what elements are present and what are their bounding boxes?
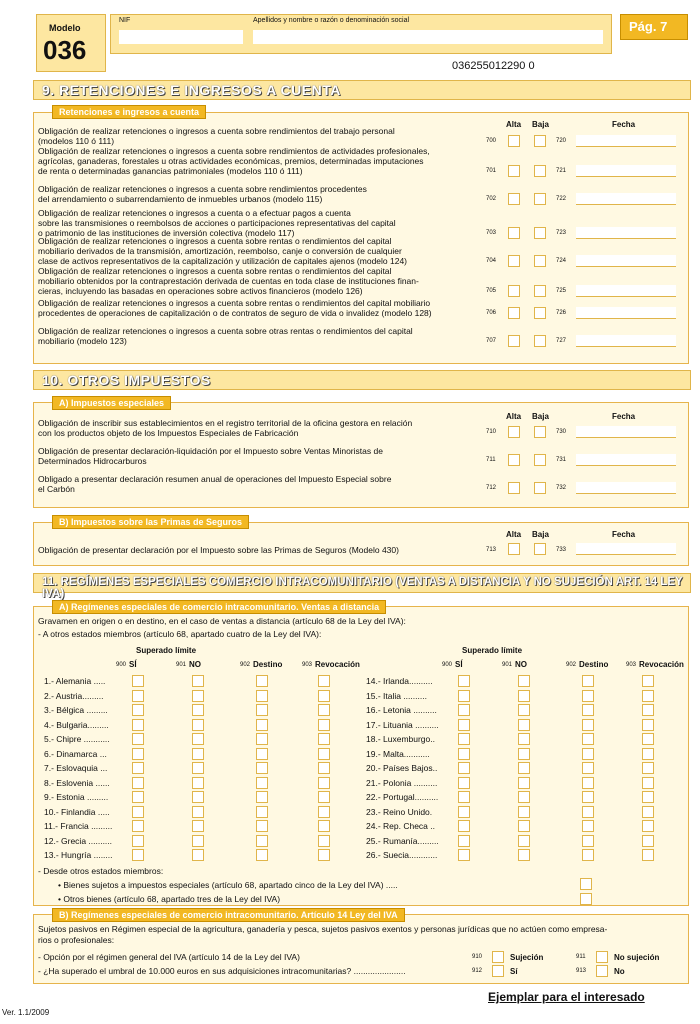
sec9-row-2-line-1: Obligación de realizar retenciones o ingresos a cuenta sobre rendimientos procedentes — [38, 184, 367, 194]
sec11-right-col-3-label: Revocación — [639, 660, 684, 669]
sec11-left-country-8-col-0-checkbox[interactable] — [132, 791, 144, 803]
sec11-right-country-12-col-3-checkbox[interactable] — [642, 849, 654, 861]
sec11-right-country-2-col-3-checkbox[interactable] — [642, 704, 654, 716]
sec11-right-country-12-col-0-checkbox[interactable] — [458, 849, 470, 861]
sec11-left-country-5-col-2-checkbox[interactable] — [256, 748, 268, 760]
sec10a-row-0-baja-checkbox[interactable] — [534, 426, 546, 438]
sec11-left-country-12: 13.- Hungría ........ — [44, 850, 113, 860]
sec11b-intro-1: Sujetos pasivos en Régimen especial de la agricultura, ganadería y pesca, sujetos pasivos exentos y personas jurídicas que no actúen como empresa- — [38, 924, 608, 934]
sec11-right-country-2-col-1-checkbox[interactable] — [518, 704, 530, 716]
sec9-row-6-line-1: Obligación de realizar retenciones o ingresos a cuenta sobre rentas o rendimientos del capital mobiliario — [38, 298, 431, 308]
sec9-row-7-baja-checkbox[interactable] — [534, 335, 546, 347]
modelo-label: Modelo — [49, 23, 81, 33]
sec11-right-country-10-col-2-checkbox[interactable] — [582, 820, 594, 832]
sec11-right-country-3-col-3-checkbox[interactable] — [642, 719, 654, 731]
sec11-right-country-9-col-2-checkbox[interactable] — [582, 806, 594, 818]
sec11-right-country-1-col-1-checkbox[interactable] — [518, 690, 530, 702]
sec11-right-country-4-col-3-checkbox[interactable] — [642, 733, 654, 745]
sec11-right-country-5-col-1-checkbox[interactable] — [518, 748, 530, 760]
sec10a-row-1-baja-checkbox[interactable] — [534, 454, 546, 466]
sec11-left-col-2-label: Destino — [253, 660, 283, 669]
sec9-row-1-code-alta: 701 — [486, 168, 497, 174]
sec11-left-country-9-col-0-checkbox[interactable] — [132, 806, 144, 818]
nif-label: NIF — [119, 17, 131, 24]
sec11-left-country-9: 10.- Finlandia ..... — [44, 806, 110, 817]
sec11-left-country-2-col-0-checkbox[interactable] — [132, 704, 144, 716]
sec9-row-7-line-1: Obligación de realizar retenciones o ingresos a cuenta sobre otras rentas o rendimientos del capital — [38, 326, 413, 336]
sec10a-row-1-code-alta: 711 — [486, 457, 496, 463]
sec11-left-country-12-col-2-checkbox[interactable] — [256, 849, 268, 861]
sec11-right-country-7-col-0-checkbox[interactable] — [458, 777, 470, 789]
section-10a-tag: A) Impuestos especiales — [52, 396, 171, 410]
sec11-left-col-1-code: 901 — [176, 662, 187, 668]
section-10b-tag: B) Impuestos sobre las Primas de Seguros — [52, 515, 249, 529]
sec9-row-2-code-alta: 702 — [486, 196, 497, 202]
sec9-row-3-baja-checkbox[interactable] — [534, 227, 546, 239]
sec11-left-country-12-col-3-checkbox[interactable] — [318, 849, 330, 861]
sec11b-option-2: - ¿Ha superado el umbral de 10.000 euros en sus adquisiciones intracomunitarias? ...................... — [38, 966, 406, 976]
sec9-row-3-line-3: o patrimonio de las instituciones de inversión colectiva (modelo 117) — [38, 228, 295, 238]
sec11-left-country-5-col-1-checkbox[interactable] — [192, 748, 204, 760]
sec11-left-country-6: 7.- Eslovaquia ... — [44, 763, 108, 773]
sec11-left-country-5-col-0-checkbox[interactable] — [132, 748, 144, 760]
sec9-row-4-code-baja: 724 — [556, 258, 567, 264]
sec9-row-0-baja-checkbox[interactable] — [534, 135, 546, 147]
sec11-left-country-8-col-2-checkbox[interactable] — [256, 791, 268, 803]
sec11-left-country-1-col-2-checkbox[interactable] — [256, 690, 268, 702]
sec11-left-country-8-col-1-checkbox[interactable] — [192, 791, 204, 803]
sec11-right-country-6-col-0-checkbox[interactable] — [458, 762, 470, 774]
sec9-alta-header: Alta — [506, 120, 522, 129]
sec9-row-0-code-baja: 720 — [556, 138, 567, 144]
sec11-right-country-9-col-3-checkbox[interactable] — [642, 806, 654, 818]
sec11a-left-superado-header: Superado límite — [136, 646, 197, 655]
sec11-right-country-4-col-1-checkbox[interactable] — [518, 733, 530, 745]
sec9-row-4-baja-checkbox[interactable] — [534, 255, 546, 267]
sec11-left-country-4-col-1-checkbox[interactable] — [192, 733, 204, 745]
sec9-row-0-date-field[interactable] — [576, 135, 676, 147]
sec11-left-country-1-col-0-checkbox[interactable] — [132, 690, 144, 702]
sec9-row-4-date-field[interactable] — [576, 255, 676, 267]
nif-field[interactable] — [119, 30, 243, 44]
sec11-left-country-0-col-0-checkbox[interactable] — [132, 675, 144, 687]
sec10a-row-0-date-field[interactable] — [576, 426, 676, 438]
sec11-right-country-7-col-1-checkbox[interactable] — [518, 777, 530, 789]
sec11-left-country-1-col-3-checkbox[interactable] — [318, 690, 330, 702]
sec11a-intro-1: Gravamen en origen o en destino, en el caso de ventas a distancia (artículo 68 de la Ley del IVA): — [38, 616, 406, 626]
sec10a-row-2-line-2: el Carbón — [38, 484, 75, 494]
sec11-left-country-11-col-1-checkbox[interactable] — [192, 835, 204, 847]
sec10b-alta-header: Alta — [506, 530, 522, 539]
sec9-row-4-line-2: mobiliario derivados de la transmisión, amortización, reembolso, canje o conversión de cualquier — [38, 246, 402, 256]
sec11a-bullet-1: • Bienes sujetos a impuestos especiales (artículo 68, apartado cinco de la Ley del IVA) ..... — [58, 880, 398, 890]
sec10a-alta-header: Alta — [506, 412, 522, 421]
sec11-right-country-11-col-3-checkbox[interactable] — [642, 835, 654, 847]
sec10a-fecha-header: Fecha — [612, 412, 636, 421]
sec9-row-0-alta-checkbox[interactable] — [508, 135, 520, 147]
sec10a-row-2-baja-checkbox[interactable] — [534, 482, 546, 494]
sec11-right-country-9-col-0-checkbox[interactable] — [458, 806, 470, 818]
sec10a-row-1-line-2: Determinados Hidrocarburos — [38, 456, 147, 466]
sec11-left-country-7: 8.- Eslovenia ...... — [44, 777, 110, 788]
sec11-right-country-2-col-0-checkbox[interactable] — [458, 704, 470, 716]
sec9-row-2-code-baja: 722 — [556, 196, 567, 202]
sec10a-row-1-line-1: Obligación de presentar declaración-liquidación por el Impuesto sobre Ventas Minoristas de — [38, 446, 383, 456]
sec11-right-country-0: 14.- Irlanda.......... — [366, 676, 433, 686]
sec11-left-country-2-col-2-checkbox[interactable] — [256, 704, 268, 716]
sec9-row-4-alta-checkbox[interactable] — [508, 255, 520, 267]
sec9-row-7-date-field[interactable] — [576, 335, 676, 347]
sec11-left-country-6-col-1-checkbox[interactable] — [192, 762, 204, 774]
sec11-left-country-2-col-1-checkbox[interactable] — [192, 704, 204, 716]
sec11-left-country-11-col-2-checkbox[interactable] — [256, 835, 268, 847]
sec11-left-country-10-col-3-checkbox[interactable] — [318, 820, 330, 832]
sec11b-option-1: - Opción por el régimen general del IVA (artículo 14 de la Ley del IVA) — [38, 952, 300, 962]
sec10b-fecha-header: Fecha — [612, 530, 636, 539]
sec11b-sujecion-label: Sujeción — [510, 953, 544, 962]
sec9-row-0-line-1: Obligación de realizar retenciones o ingresos a cuenta sobre rendimientos del trabajo personal — [38, 126, 395, 136]
sec11-right-col-2-label: Destino — [579, 660, 609, 669]
sec11-right-country-8-col-0-checkbox[interactable] — [458, 791, 470, 803]
sec11-right-country-11-col-0-checkbox[interactable] — [458, 835, 470, 847]
sec10a-row-2-code-baja: 732 — [556, 485, 567, 491]
sec11-right-country-8-col-1-checkbox[interactable] — [518, 791, 530, 803]
sec11-left-country-2-col-3-checkbox[interactable] — [318, 704, 330, 716]
sec11-right-country-8: 22.- Portugal.......... — [366, 792, 439, 802]
sec10a-row-0-code-baja: 730 — [556, 429, 567, 435]
sec10a-row-0-line-1: Obligación de inscribir sus establecimientos en el registro territorial de la oficina gestora en relación — [38, 418, 413, 428]
sec10b-date-field[interactable] — [576, 543, 676, 555]
sec11-right-country-3: 17.- Lituania .......... — [366, 719, 439, 730]
sec9-row-1-date-field[interactable] — [576, 165, 676, 177]
sec11-left-country-0-col-2-checkbox[interactable] — [256, 675, 268, 687]
sec10a-row-1-code-baja: 731 — [556, 457, 567, 463]
sec11-right-country-10-col-0-checkbox[interactable] — [458, 820, 470, 832]
sec11-left-country-11-col-0-checkbox[interactable] — [132, 835, 144, 847]
sec11-right-country-5-col-3-checkbox[interactable] — [642, 748, 654, 760]
sec9-row-6-date-field[interactable] — [576, 307, 676, 319]
sec11-left-country-5-col-3-checkbox[interactable] — [318, 748, 330, 760]
barcode-number: 036255012290 0 — [452, 60, 535, 72]
sec11-left-country-5: 6.- Dinamarca ... — [44, 748, 107, 759]
sec11-right-country-0-col-3-checkbox[interactable] — [642, 675, 654, 687]
sec9-row-3-code-alta: 703 — [486, 230, 497, 236]
sec11-right-country-4-col-0-checkbox[interactable] — [458, 733, 470, 745]
page-number: Pág. 7 — [629, 19, 668, 34]
sec11-left-country-7-col-1-checkbox[interactable] — [192, 777, 204, 789]
sec11b-no-checkbox[interactable] — [596, 965, 608, 977]
sec9-row-6-line-2: procedentes de operaciones de capitalización o de contratos de seguro de vida o invalidez (modelo 128) — [38, 308, 432, 318]
sec11-right-country-3-col-1-checkbox[interactable] — [518, 719, 530, 731]
sec11-left-country-3: 4.- Bulgaria......... — [44, 719, 109, 730]
sec11a-bullet-2: • Otros bienes (artículo 68, apartado tres de la Ley del IVA) — [58, 894, 281, 904]
sec11-left-country-7-col-2-checkbox[interactable] — [256, 777, 268, 789]
sec9-row-7-code-baja: 727 — [556, 338, 567, 344]
sec10a-row-2-code-alta: 712 — [486, 485, 497, 491]
sec11-right-country-1-col-0-checkbox[interactable] — [458, 690, 470, 702]
sec11-left-country-0-col-3-checkbox[interactable] — [318, 675, 330, 687]
sec11-right-country-7-col-2-checkbox[interactable] — [582, 777, 594, 789]
sec11-right-col-2-code: 902 — [566, 662, 577, 668]
sec9-row-5-line-2: mobiliario obtenidos por la contraprestación derivada de cuentas en toda clase de instituciones finan- — [38, 276, 419, 286]
sec11-right-country-5-col-0-checkbox[interactable] — [458, 748, 470, 760]
sec11-left-country-9-col-2-checkbox[interactable] — [256, 806, 268, 818]
sec11-right-country-11-col-1-checkbox[interactable] — [518, 835, 530, 847]
sec9-row-5-baja-checkbox[interactable] — [534, 285, 546, 297]
sec11-left-country-0: 1.- Alemania ..... — [44, 676, 106, 686]
section-10-title: 10. OTROS IMPUESTOS — [42, 372, 211, 388]
modelo-box — [36, 14, 106, 72]
sec9-row-6-code-baja: 726 — [556, 310, 567, 316]
sec11-right-country-6: 20.- Países Bajos.. — [366, 763, 438, 773]
sec11-right-country-5: 19.- Malta........... — [366, 748, 430, 759]
sec9-row-5-line-3: cieras, incluyendo las basadas en operaciones sobre activos financieros (modelo 126) — [38, 286, 363, 296]
sec11b-sujecion-checkbox[interactable] — [492, 951, 504, 963]
sec11-left-country-6-col-0-checkbox[interactable] — [132, 762, 144, 774]
sec11-right-country-7-col-3-checkbox[interactable] — [642, 777, 654, 789]
sec11-right-country-12: 26.- Suecia............ — [366, 850, 438, 860]
page-badge — [620, 14, 688, 40]
sec11-right-col-1-code: 901 — [502, 662, 513, 668]
sec9-row-5-code-baja: 725 — [556, 288, 567, 294]
sec11-right-country-9-col-1-checkbox[interactable] — [518, 806, 530, 818]
sec11-right-country-12-col-2-checkbox[interactable] — [582, 849, 594, 861]
sec11-left-country-3-col-2-checkbox[interactable] — [256, 719, 268, 731]
sec11-right-country-6-col-2-checkbox[interactable] — [582, 762, 594, 774]
sec11-right-country-2: 16.- Letonia .......... — [366, 705, 437, 715]
sec11-right-country-3-col-0-checkbox[interactable] — [458, 719, 470, 731]
sec11-left-country-7-col-0-checkbox[interactable] — [132, 777, 144, 789]
sec11-left-country-7-col-3-checkbox[interactable] — [318, 777, 330, 789]
sec9-row-2-line-2: del arrendamiento o subarrendamiento de inmuebles urbanos (modelo 115) — [38, 194, 323, 204]
sec11-right-country-12-col-1-checkbox[interactable] — [518, 849, 530, 861]
section-11b-tag: B) Regímenes especiales de comercio intracomunitario. Artículo 14 Ley del IVA — [52, 908, 405, 922]
sec11-left-country-10-col-2-checkbox[interactable] — [256, 820, 268, 832]
sec9-row-6-alta-checkbox[interactable] — [508, 307, 520, 319]
sec11-left-country-11-col-3-checkbox[interactable] — [318, 835, 330, 847]
sec11-left-country-0-col-1-checkbox[interactable] — [192, 675, 204, 687]
sec11a-desde: - Desde otros estados miembros: — [38, 866, 164, 876]
sec10a-row-0-alta-checkbox[interactable] — [508, 426, 520, 438]
sec11-left-country-9-col-1-checkbox[interactable] — [192, 806, 204, 818]
sec9-row-5-line-1: Obligación de realizar retenciones o ingresos a cuenta sobre rentas o rendimientos del capital — [38, 266, 392, 276]
section-9-header — [33, 80, 691, 100]
sec9-row-5-code-alta: 705 — [486, 288, 497, 294]
sec9-row-4-line-3: clase de activos representativos de la capitalización y utilización de capitales ajenos (modelo 124) — [38, 256, 408, 266]
sec11-right-country-3-col-2-checkbox[interactable] — [582, 719, 594, 731]
nif-name-box — [110, 14, 612, 54]
sec11-left-country-10: 11.- Francia ......... — [44, 821, 113, 831]
sec9-fecha-header: Fecha — [612, 120, 636, 129]
sec10b-alta-checkbox[interactable] — [508, 543, 520, 555]
sec11-right-country-5-col-2-checkbox[interactable] — [582, 748, 594, 760]
sec11-left-country-6-col-3-checkbox[interactable] — [318, 762, 330, 774]
sec9-row-7-alta-checkbox[interactable] — [508, 335, 520, 347]
sec11-right-country-11: 25.- Rumanía......... — [366, 835, 439, 846]
sec11-right-country-10-col-3-checkbox[interactable] — [642, 820, 654, 832]
sec9-row-4-code-alta: 704 — [486, 258, 497, 264]
sec9-row-5-alta-checkbox[interactable] — [508, 285, 520, 297]
sec9-row-6-code-alta: 706 — [486, 310, 497, 316]
sec9-row-7-line-2: mobiliario (modelo 123) — [38, 336, 127, 346]
sec9-row-0-line-2: (modelos 110 ó 111) — [38, 136, 115, 146]
sec10b-baja-checkbox[interactable] — [534, 543, 546, 555]
sec11-left-country-2: 3.- Bélgica ......... — [44, 705, 108, 715]
sec11-left-country-3-col-3-checkbox[interactable] — [318, 719, 330, 731]
sec9-row-1-line-2: agrícolas, ganaderas, forestales u otras actividades económicas, premios, determinadas imputaciones — [38, 156, 424, 166]
sec11-left-col-2-code: 902 — [240, 662, 251, 668]
sec11-right-country-1: 15.- Italia .......... — [366, 690, 427, 701]
sec11-right-col-1-label: NO — [515, 660, 527, 669]
sec11-left-country-11: 12.- Grecia .......... — [44, 835, 113, 846]
section-9-title: 9. RETENCIONES E INGRESOS A CUENTA — [42, 82, 341, 98]
sec11b-intro-2: rios o profesionales: — [38, 935, 115, 945]
sec9-row-4-line-1: Obligación de realizar retenciones o ingresos a cuenta sobre rentas o rendimientos del capital — [38, 236, 392, 246]
sec11b-code-910: 910 — [472, 954, 483, 960]
name-field[interactable] — [253, 30, 603, 44]
sec11-right-country-4: 18.- Luxemburgo.. — [366, 734, 435, 744]
sec9-row-3-alta-checkbox[interactable] — [508, 227, 520, 239]
sec10a-row-0-code-alta: 710 — [486, 429, 497, 435]
sec11-left-col-3-label: Revocación — [315, 660, 360, 669]
sec11-right-country-0-col-0-checkbox[interactable] — [458, 675, 470, 687]
sec9-row-3-line-1: Obligación de realizar retenciones o ingresos a cuenta o a efectuar pagos a cuenta — [38, 208, 351, 218]
sec10b-row-text: Obligación de presentar declaración por el Impuesto sobre las Primas de Seguros (Modelo 430) — [38, 545, 399, 555]
sec9-row-2-alta-checkbox[interactable] — [508, 193, 520, 205]
section-11-header — [33, 573, 691, 600]
sec9-row-5-date-field[interactable] — [576, 285, 676, 297]
section-11-title: 11. REGÍMENES ESPECIALES COMERCIO INTRACOMUNITARIO (VENTAS A DISTANCIA Y NO SUJECIÓN ART. 14 LEY IVA) — [42, 576, 683, 600]
sec11-left-col-0-label: SÍ — [129, 660, 137, 669]
sec11-left-country-4: 5.- Chipre ........... — [44, 734, 110, 744]
sec11b-si-checkbox[interactable] — [492, 965, 504, 977]
sec10b-code-alta: 713 — [486, 547, 497, 553]
sec11-left-country-12-col-1-checkbox[interactable] — [192, 849, 204, 861]
sec11-left-country-4-col-0-checkbox[interactable] — [132, 733, 144, 745]
sec11-right-country-1-col-3-checkbox[interactable] — [642, 690, 654, 702]
sec11-left-country-1-col-1-checkbox[interactable] — [192, 690, 204, 702]
sec11b-no-label: No — [614, 967, 625, 976]
version-label: Ver. 1.1/2009 — [2, 1008, 50, 1017]
sec9-row-0-code-alta: 700 — [486, 138, 497, 144]
sec11-right-col-0-label: SÍ — [455, 660, 463, 669]
sec9-row-1-code-baja: 721 — [556, 168, 567, 174]
sec9-baja-header: Baja — [532, 120, 549, 129]
sec11-right-country-4-col-2-checkbox[interactable] — [582, 733, 594, 745]
sec11b-code-912: 912 — [472, 968, 483, 974]
sec11-left-col-3-code: 903 — [302, 662, 313, 668]
sec11b-code-911: 911 — [576, 954, 586, 960]
sec11-left-country-3-col-1-checkbox[interactable] — [192, 719, 204, 731]
sec11-right-country-1-col-2-checkbox[interactable] — [582, 690, 594, 702]
sec11-right-col-0-code: 900 — [442, 662, 453, 668]
sec11-left-country-10-col-1-checkbox[interactable] — [192, 820, 204, 832]
sec11-left-country-3-col-0-checkbox[interactable] — [132, 719, 144, 731]
sec11-left-col-0-code: 900 — [116, 662, 127, 668]
sec11-right-country-2-col-2-checkbox[interactable] — [582, 704, 594, 716]
sec11-right-country-11-col-2-checkbox[interactable] — [582, 835, 594, 847]
sec11a-right-superado-header: Superado límite — [462, 646, 523, 655]
sec9-row-6-baja-checkbox[interactable] — [534, 307, 546, 319]
sec11b-si-label: Sí — [510, 967, 518, 976]
sec11a-intro-2: - A otros estados miembros (artículo 68, apartado cuatro de la Ley del IVA): — [38, 629, 322, 639]
section-9-tag: Retenciones e ingresos a cuenta — [52, 105, 206, 119]
sec11-right-country-0-col-2-checkbox[interactable] — [582, 675, 594, 687]
modelo-number: 036 — [43, 35, 87, 65]
sec11-left-col-1-label: NO — [189, 660, 201, 669]
sec11-left-country-10-col-0-checkbox[interactable] — [132, 820, 144, 832]
sec11-left-country-4-col-3-checkbox[interactable] — [318, 733, 330, 745]
sec9-row-1-alta-checkbox[interactable] — [508, 165, 520, 177]
sec11-left-country-12-col-0-checkbox[interactable] — [132, 849, 144, 861]
ejemplar-label: Ejemplar para el interesado — [488, 990, 645, 1004]
sec11-right-col-3-code: 903 — [626, 662, 637, 668]
sec11b-code-913: 913 — [576, 968, 587, 974]
sec9-row-1-baja-checkbox[interactable] — [534, 165, 546, 177]
sec10a-row-2-line-1: Obligado a presentar declaración resumen anual de operaciones del Impuesto Especial sobre — [38, 474, 392, 484]
sec9-row-3-line-2: sobre las transmisiones o reembolsos de acciones o participaciones representativas del capital — [38, 218, 396, 228]
sec9-row-1-line-3: de renta o determinadas ganancias patrimoniales (modelos 110 ó 111) — [38, 166, 303, 176]
sec9-row-7-code-alta: 707 — [486, 338, 497, 344]
sec11-right-country-8-col-3-checkbox[interactable] — [642, 791, 654, 803]
sec9-row-2-date-field[interactable] — [576, 193, 676, 205]
sec11-right-country-8-col-2-checkbox[interactable] — [582, 791, 594, 803]
sec10a-row-1-alta-checkbox[interactable] — [508, 454, 520, 466]
sec11-left-country-8-col-3-checkbox[interactable] — [318, 791, 330, 803]
sec11-left-country-9-col-3-checkbox[interactable] — [318, 806, 330, 818]
sec11b-nosujecion-label: No sujeción — [614, 953, 660, 962]
sec9-row-1-line-1: Obligación de realizar retenciones o ingresos a cuenta sobre rendimientos de actividades profesionales, — [38, 146, 430, 156]
sec10a-row-2-date-field[interactable] — [576, 482, 676, 494]
sec11-right-country-7: 21.- Polonia .......... — [366, 777, 438, 788]
sec9-row-3-code-baja: 723 — [556, 230, 567, 236]
name-label: Apellidos y nombre o razón o denominación social — [253, 17, 410, 24]
sec11-left-country-1: 2.- Austria......... — [44, 690, 104, 701]
sec9-row-2-baja-checkbox[interactable] — [534, 193, 546, 205]
sec11-right-country-6-col-3-checkbox[interactable] — [642, 762, 654, 774]
sec10b-baja-header: Baja — [532, 530, 549, 539]
section-10-header — [33, 370, 691, 390]
sec11b-nosujecion-checkbox[interactable] — [596, 951, 608, 963]
sec11-right-country-10: 24.- Rep. Checa .. — [366, 821, 435, 831]
sec10a-row-0-line-2: con los productos objeto de los Impuestos Especiales de Fabricación — [38, 428, 299, 438]
sec10a-baja-header: Baja — [532, 412, 549, 421]
sec11-left-country-4-col-2-checkbox[interactable] — [256, 733, 268, 745]
sec10a-row-2-alta-checkbox[interactable] — [508, 482, 520, 494]
sec11-right-country-9: 23.- Reino Unido. — [366, 806, 433, 817]
sec11-right-country-10-col-1-checkbox[interactable] — [518, 820, 530, 832]
sec11a-bullet-1-checkbox[interactable] — [580, 878, 592, 890]
sec10a-row-1-date-field[interactable] — [576, 454, 676, 466]
sec11-left-country-8: 9.- Estonia ......... — [44, 792, 109, 802]
sec9-row-3-date-field[interactable] — [576, 227, 676, 239]
sec11-right-country-0-col-1-checkbox[interactable] — [518, 675, 530, 687]
sec11-left-country-6-col-2-checkbox[interactable] — [256, 762, 268, 774]
sec10b-code-baja: 733 — [556, 547, 567, 553]
section-11a-tag: A) Regímenes especiales de comercio intracomunitario. Ventas a distancia — [52, 600, 386, 614]
sec11a-bullet-2-checkbox[interactable] — [580, 893, 592, 905]
sec11-right-country-6-col-1-checkbox[interactable] — [518, 762, 530, 774]
